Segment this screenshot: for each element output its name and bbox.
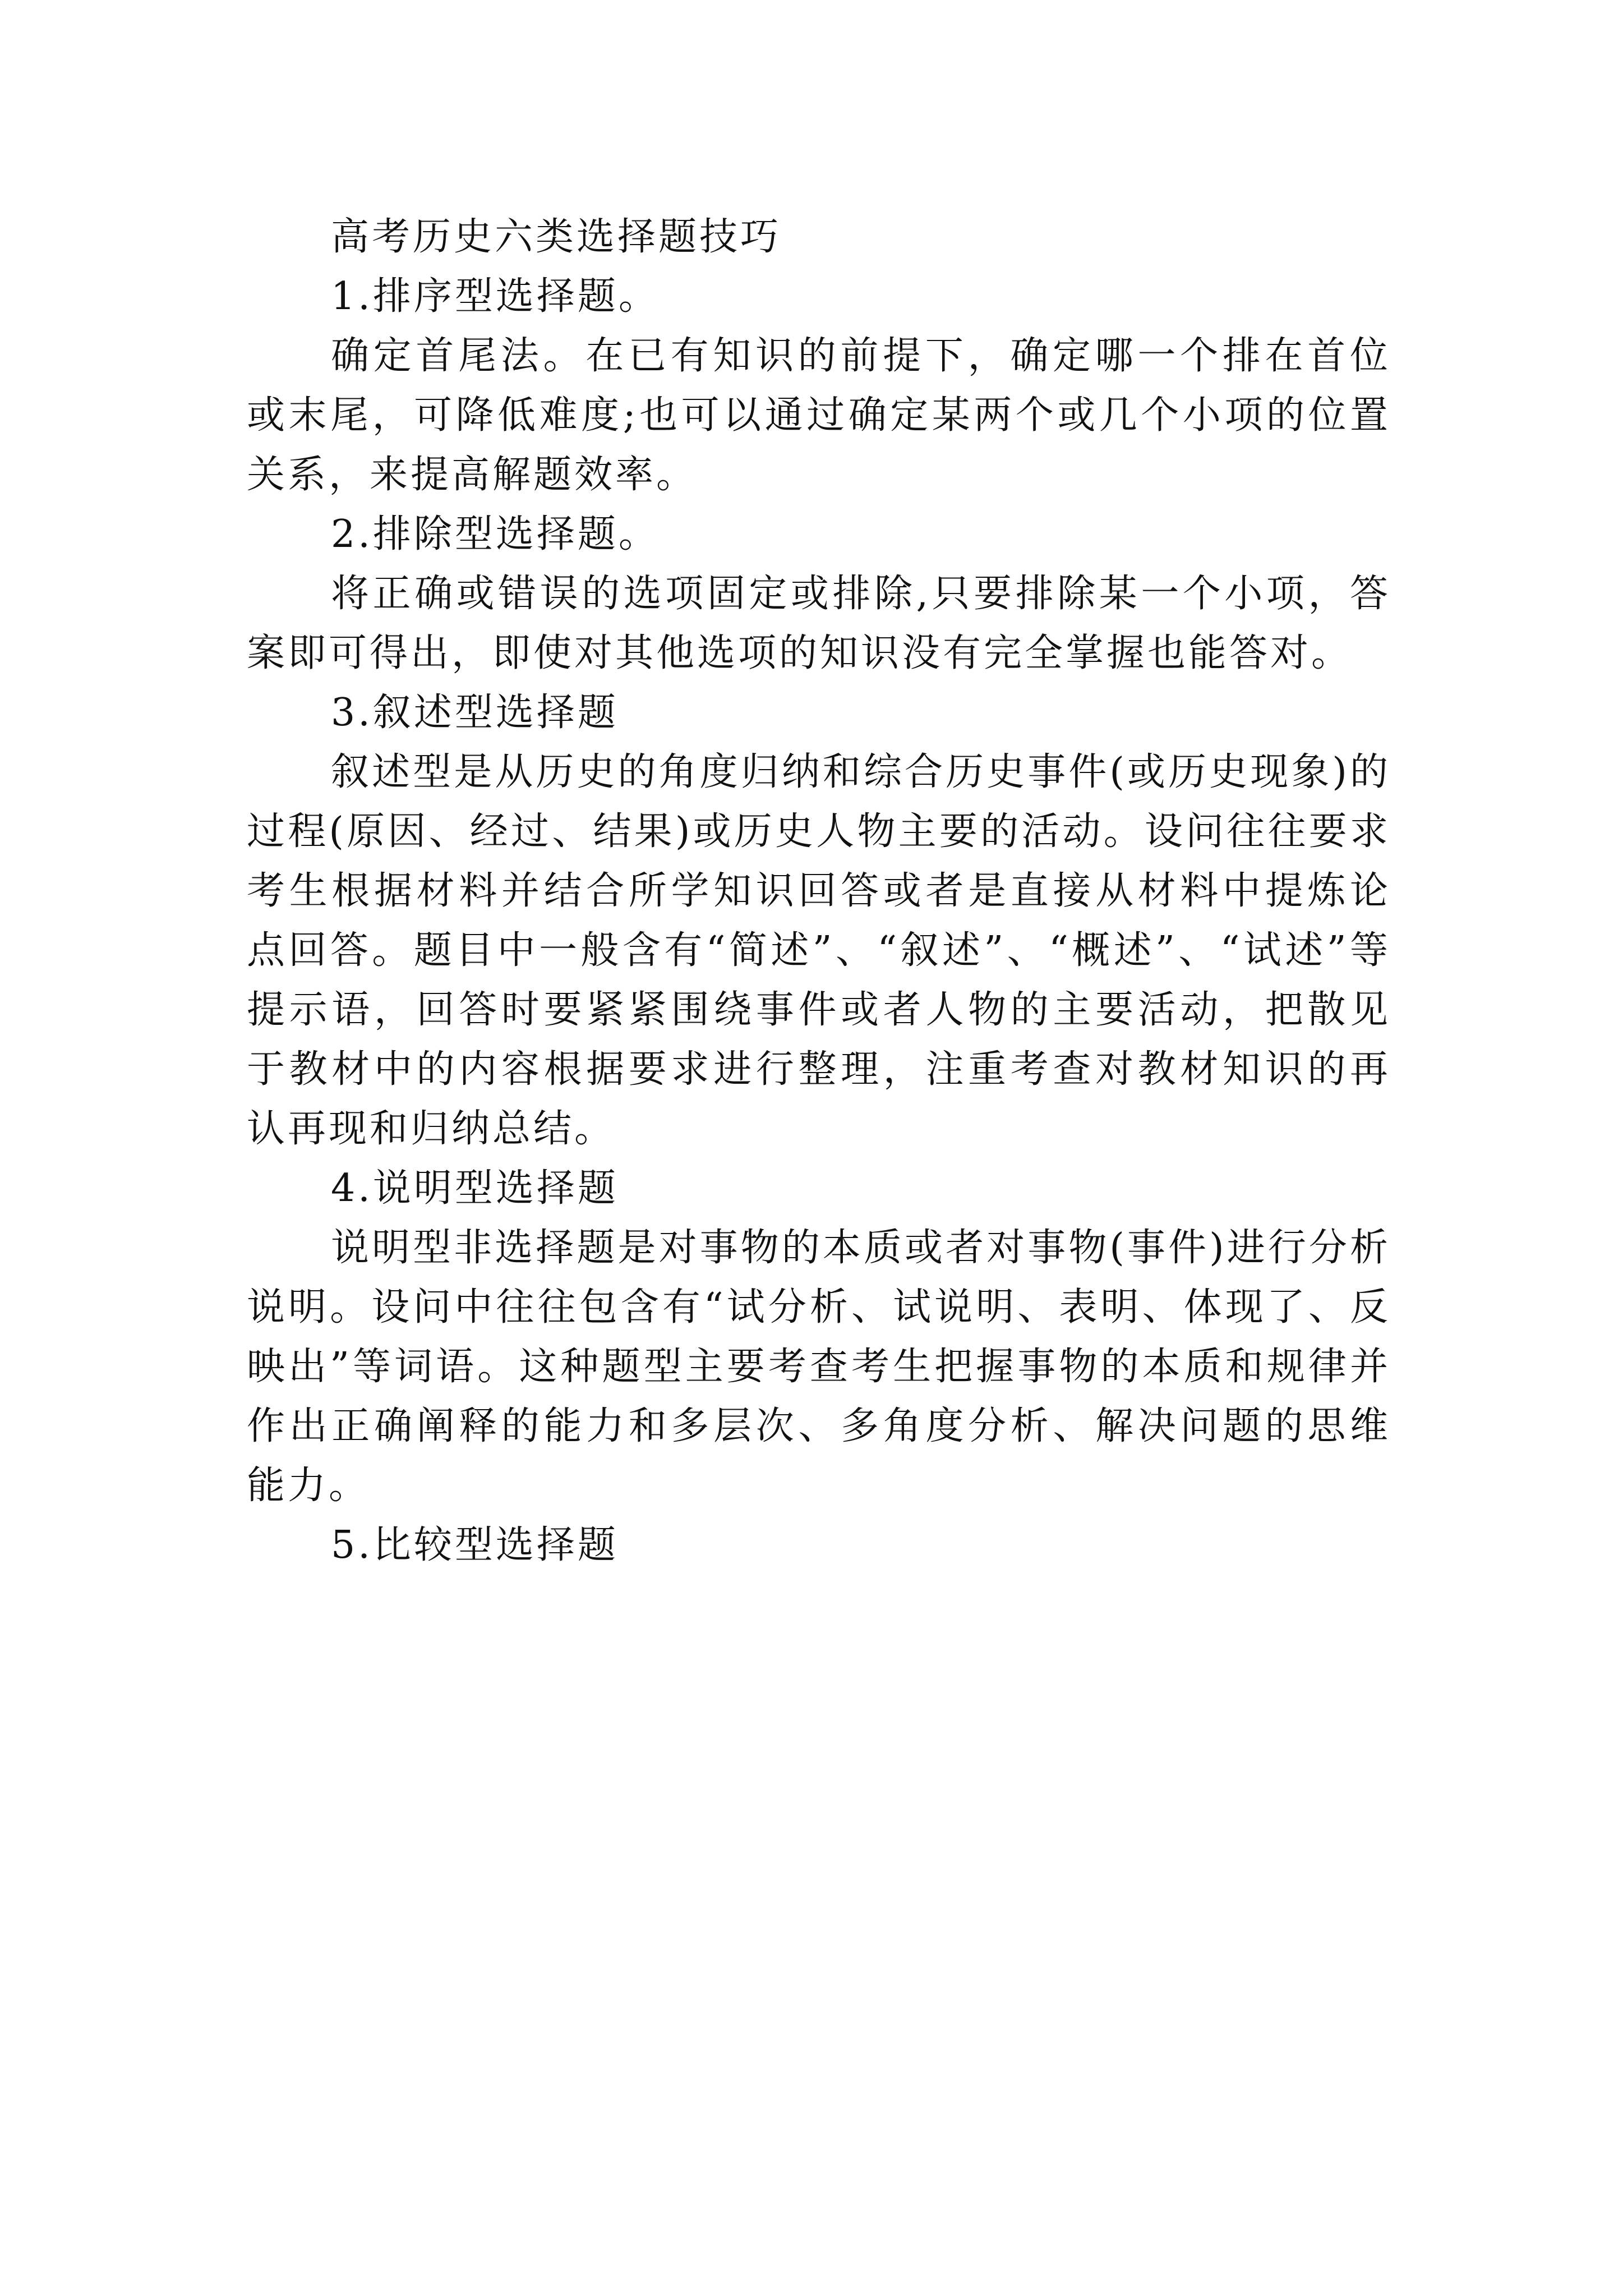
section-paragraph-3: 叙述型是从历史的角度归纳和综合历史事件(或历史现象)的过程(原因、经过、结果)或历史人物主要的活动。设问往往要求考生根据材料并结合所学知识回答或者是直接从材料中提炼论点回答。题目中一般含有“简述”、“叙述”、“概述”、“试述”等提示语，回答时要紧紧围绕事件或者人物的主要活动，把散见于教材中的内容根据要求进行整理，注重考查对教材知识的再认再现和归纳总结。 — [247, 750, 1391, 1151]
section-paragraph-1: 确定首尾法。在已有知识的前提下，确定哪一个排在首位或末尾，可降低难度;也可以通过确定某两个或几个小项的位置关系，来提高解题效率。 — [247, 334, 1391, 497]
section-heading-2: 2.排除型选择题。 — [331, 512, 660, 556]
section-heading-4: 4.说明型选择题 — [331, 1166, 619, 1211]
section-heading-5: 5.比较型选择题 — [331, 1523, 619, 1567]
document-body — [247, 208, 1391, 1575]
section-heading-3: 3.叙述型选择题 — [331, 691, 619, 735]
section-heading-1: 1.排序型选择题。 — [331, 274, 660, 319]
section-paragraph-2: 将正确或错误的选项固定或排除,只要排除某一个小项，答案即可得出，即使对其他选项的知识没有完全掌握也能答对。 — [247, 572, 1391, 675]
section-paragraph-4: 说明型非选择题是对事物的本质或者对事物(事件)进行分析说明。设问中往往包含有“试分析、试说明、表明、体现了、反映出”等词语。这种题型主要考查考生把握事物的本质和规律并作出正确阐释的能力和多层次、多角度分析、解决问题的思维能力。 — [247, 1226, 1391, 1508]
document-title: 高考历史六类选择题技巧 — [331, 215, 782, 259]
